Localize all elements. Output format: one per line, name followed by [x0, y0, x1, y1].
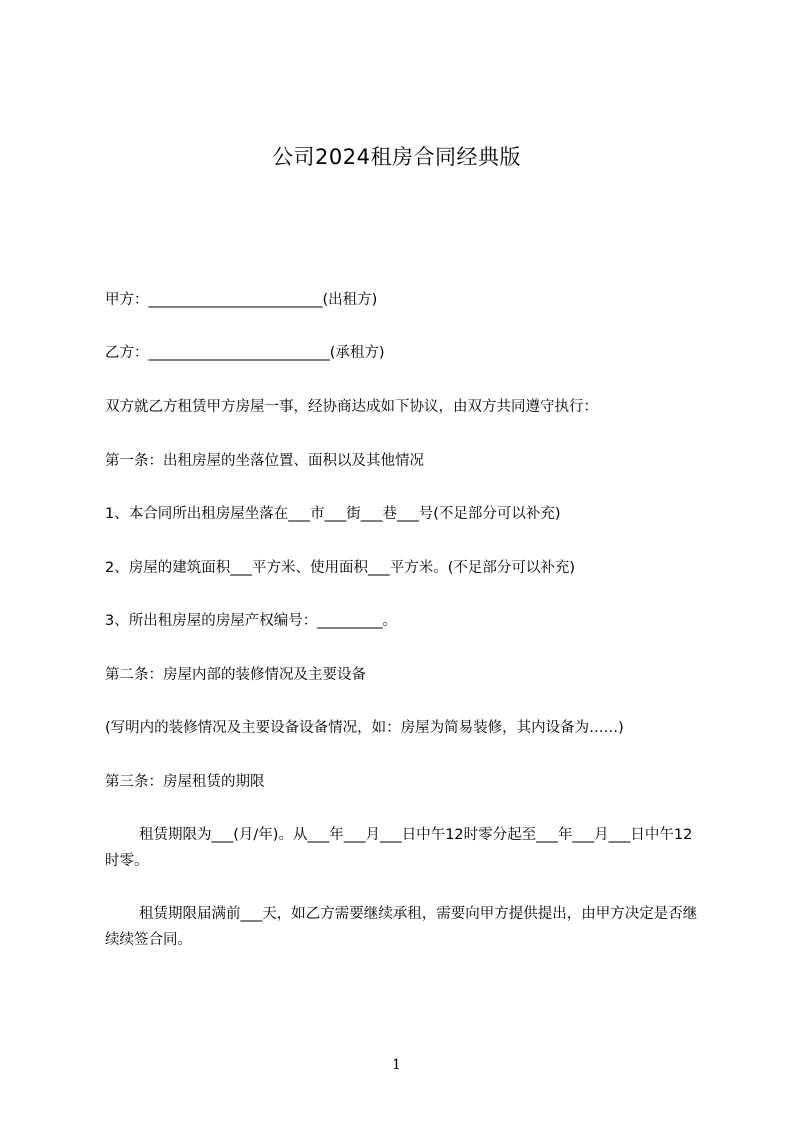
- article-2-heading: 第二条：房屋内部的装修情况及主要设备: [105, 667, 366, 683]
- article-1-item-1: 1、本合同所出租房屋坐落在___市___街___巷___号(不足部分可以补充): [105, 506, 561, 522]
- article-3-heading: 第三条：房屋租赁的期限: [105, 774, 265, 790]
- lease-renewal-paragraph: 租赁期限届满前___天，如乙方需要继续承租，需要向甲方提供提出，由甲方决定是否继续续签合同。: [105, 906, 698, 948]
- article-2-note: (写明内的装修情况及主要设备设备情况，如：房屋为简易装修，其内设备为……): [105, 720, 624, 736]
- article-1-item-3: 3、所出租房屋的房屋产权编号：_________。: [105, 613, 397, 629]
- article-1-heading: 第一条：出租房屋的坐落位置、面积以及其他情况: [105, 453, 424, 469]
- page-number: 1: [392, 1057, 401, 1073]
- lease-term-paragraph: 租赁期限为___(月/年)。从___年___月___日中午12时零分起至___年___月___日中午12时零。: [105, 827, 693, 869]
- party-b-line: 乙方：_________________________(承租方): [105, 345, 385, 361]
- article-1-item-2: 2、房屋的建筑面积___平方米、使用面积___平方米。(不足部分可以补充): [105, 560, 576, 576]
- document-title: 公司2024租房合同经典版: [272, 145, 521, 169]
- party-a-line: 甲方：________________________(出租方): [105, 292, 378, 308]
- agreement-intro: 双方就乙方租赁甲方房屋一事，经协商达成如下协议，由双方共同遵守执行：: [105, 399, 598, 415]
